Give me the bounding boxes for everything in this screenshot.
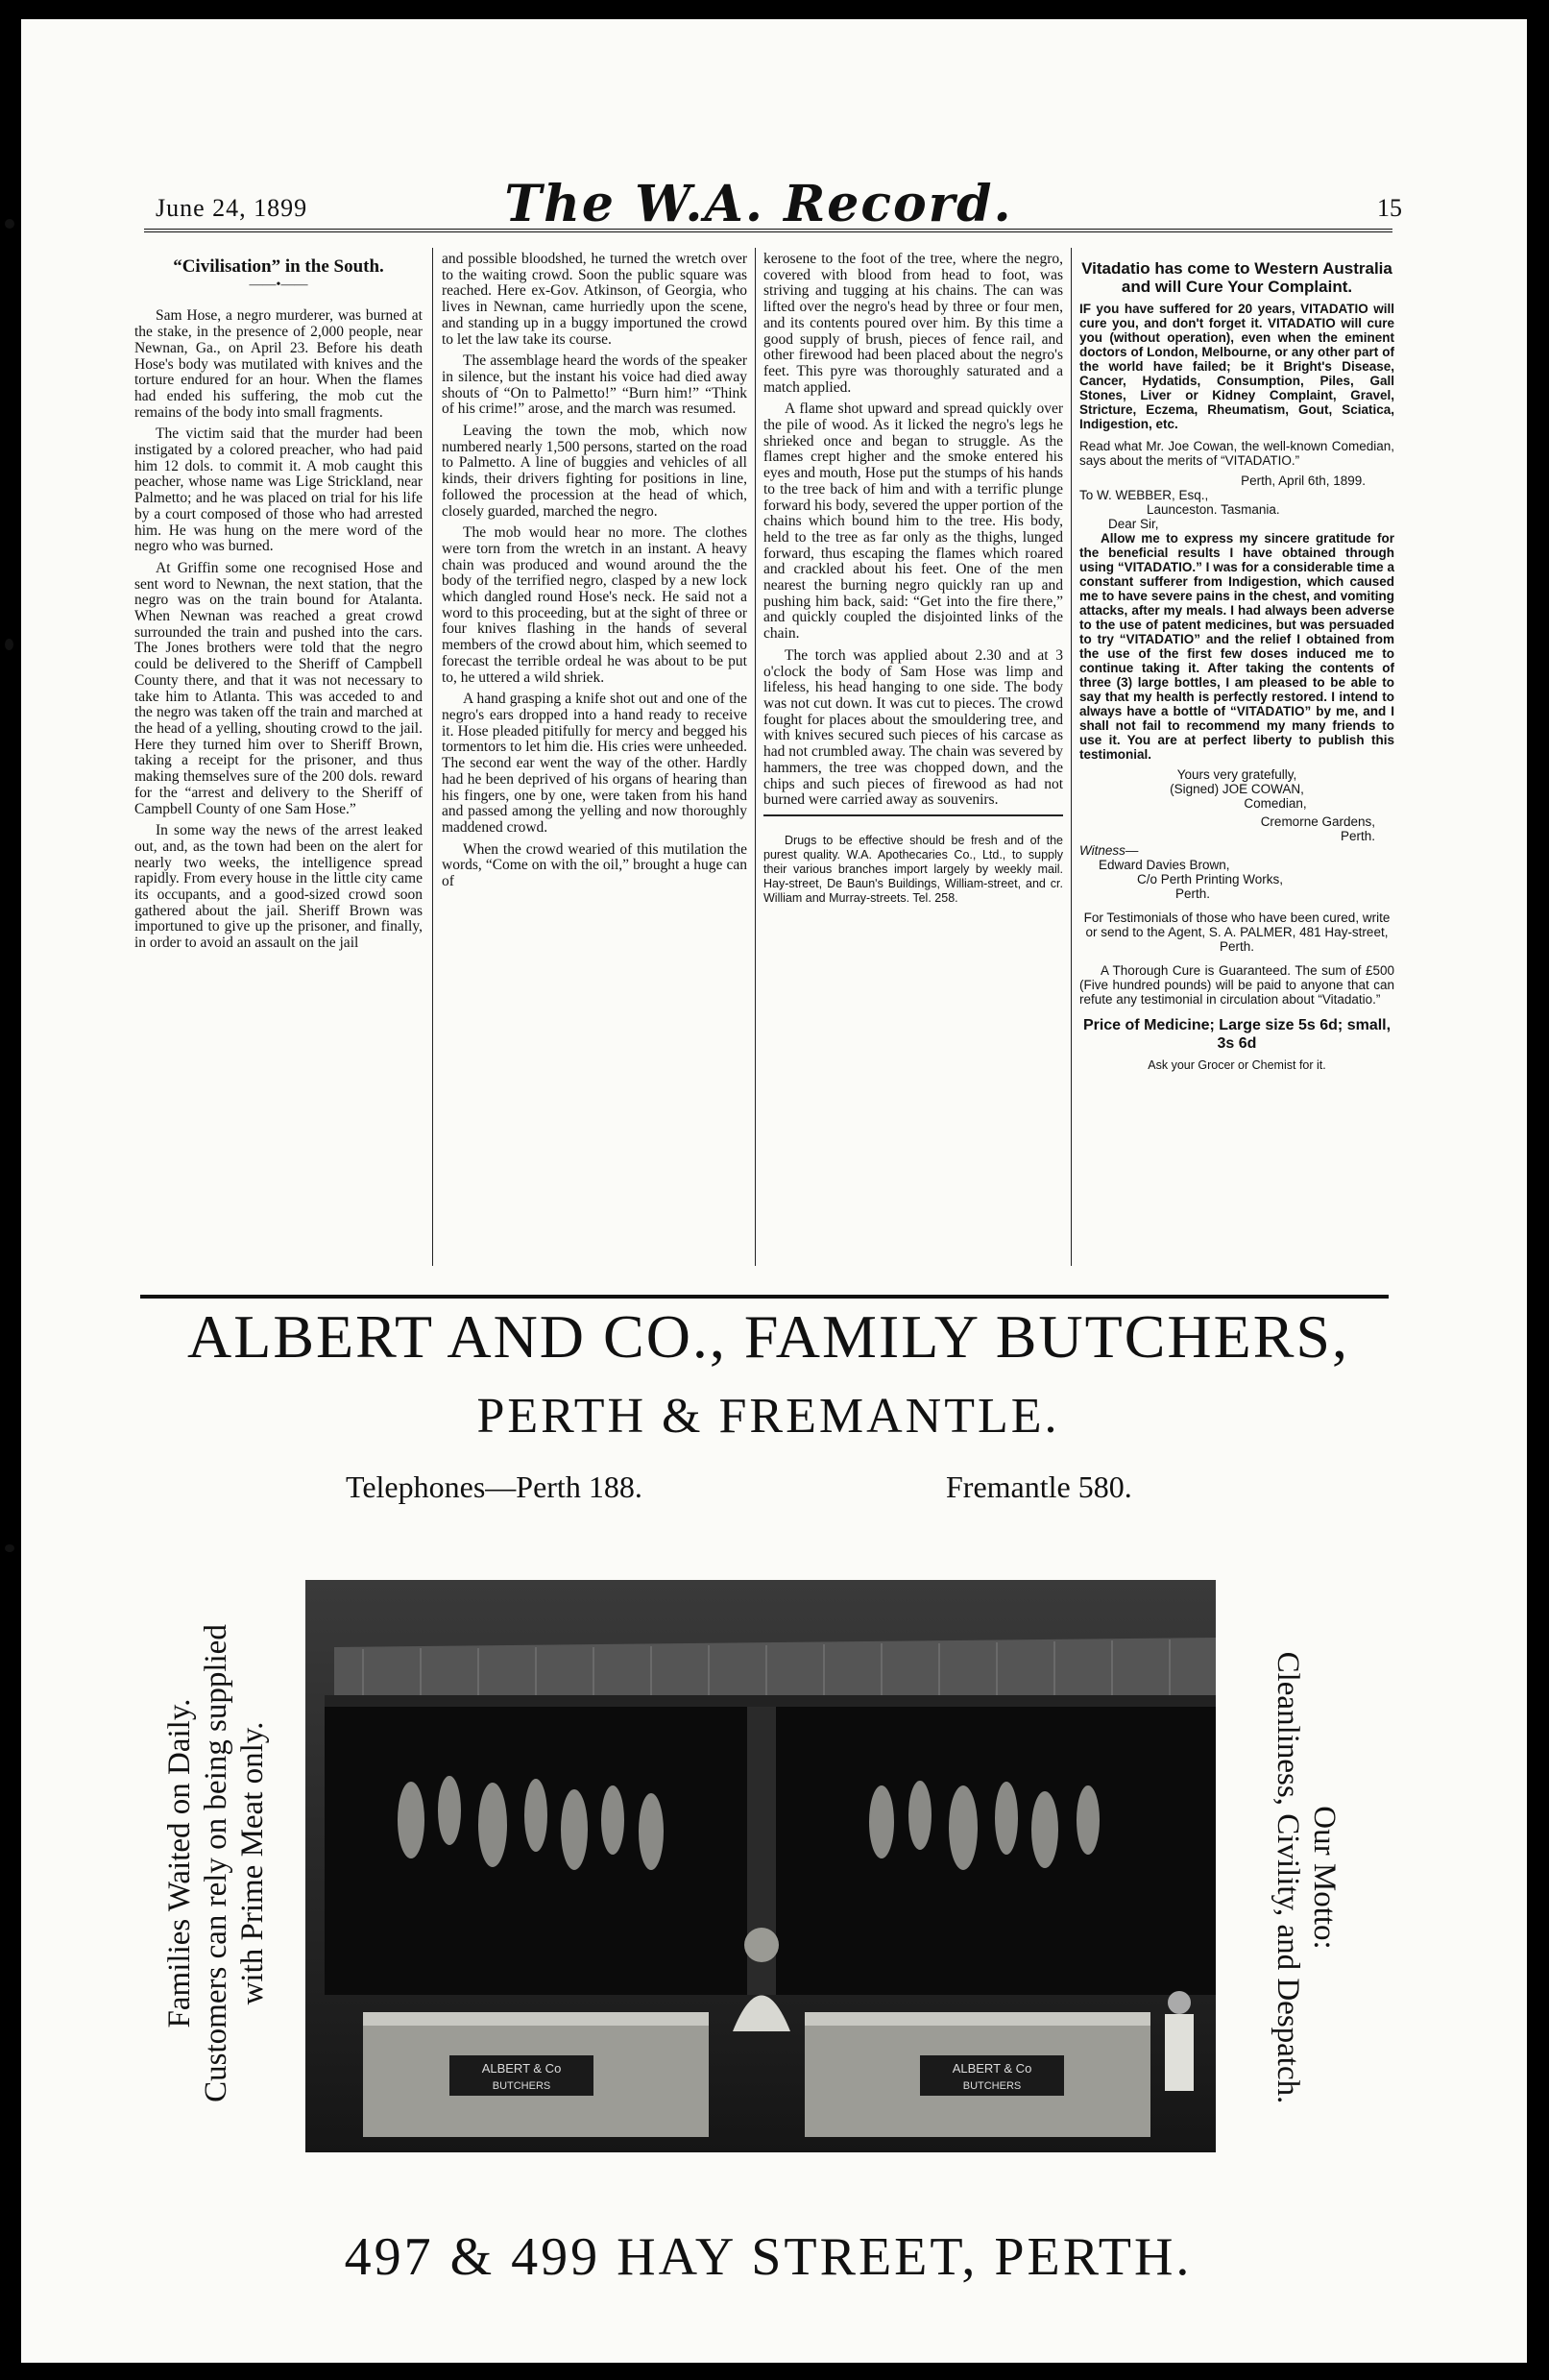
scan-speck (5, 1544, 14, 1552)
shop-photo-illustration (305, 1580, 1216, 2152)
article-paragraph: A flame shot upward and spread quickly over the pile of wood. As it licked the negro's legs he shrieked once and began to struggle. As the flames crept higher and the smoke entered his eyes and mouth, Hose put the stumps of his hands to the tree back of him and with a terrific plunge forward his body, severed the upper portion of the chains which bound him to the tree. His body, held to the tree as far only as the thighs, lunged forward, thus escaping the flames which roared and crackled about his feet. One of the men nearest the burning negro quickly ran up and pushing him back, said: “Get into the fire there,” and quickly coupled the disjointed links of the chain. (763, 401, 1063, 643)
counter-sign-right-1: ALBERT & Co (952, 2061, 1032, 2076)
header-rule (144, 229, 1392, 232)
article-paragraph: Leaving the town the mob, which now numbered nearly 1,500 persons, started on the road to Palmetto. A line of buggies and vehicles of all kinds, their drivers fighting for positions in line, followed the procession at the head of which, closely guarded, marched the negro. (442, 423, 747, 520)
motto-label: Our Motto: (1307, 1806, 1342, 1950)
left-line-1: Families Waited on Daily. (162, 1698, 197, 2028)
page-number: 15 (1377, 194, 1402, 222)
article-paragraph: kerosene to the foot of the tree, where the negro, covered with blood from head to foot, was striving and tugging at his chains. The can was lifted over the negro's head by three or four men, and its contents poured over him. By this time a good supply of brush, pieces of fence rail, and other firewood had been placed about the negro's feet. This pyre was thoroughly saturated and a match applied. (763, 251, 1063, 396)
counter-sign-left-2: BUTCHERS (492, 2080, 551, 2092)
counter-sign-right-2: BUTCHERS (962, 2080, 1022, 2092)
scan-speck (5, 219, 14, 229)
letter-body: Allow me to express my sincere gratitude for the beneficial results I have obtained through using “VITADATIO.” I was for a considerable time a constant sufferer from Indigestion, which caused me to have severe pains in the chest, and vomiting attacks, after my meals. I had always been adverse to the use of patent medicines, but was persuaded to try “VITADATIO” and the relief I obtained from the use of the first few doses induced me to continue taking it. After taking the contents of three (3) large bottles, I am pleased to be able to say that my health is perfectly restored. I intend to always have a bottle of “VITADATIO” by me, and I shall not fail to recommend my many friends to use it. You are at perfect liberty to publish this testimonial. (1079, 531, 1394, 762)
article-paragraph: When the crowd wearied of this mutilation the words, “Come on with the oil,” brought a huge can of (442, 840, 747, 890)
price-line: Price of Medicine; Large size 5s 6d; small, 3s 6d (1082, 1017, 1392, 1052)
article-paragraph: A hand grasping a knife shot out and one of the negro's ears dropped into a hand ready to receive it. Hose pleaded pitifully for mercy and begged his tormentors to let him die. His cries were unheeded. The second ear went the way of the other. Hardly had he been deprived of his organs of hearing than his fingers, one by one, were taken from his hand and passed among the yelling and now thoroughly maddened crowd. (442, 691, 747, 836)
vitadatio-advertisement (1079, 252, 1394, 1073)
article-paragraph: At Griffin some one recognised Hose and sent word to Newnan, the next station, that the negro was on the train bound for Atalanta. When Newnan was reached a great crowd surrounded the train and pushed into the cars. The Jones brothers were told that the negro could be delivered to the Sheriff of Campbell County there, and that it was not necessary to take him to Atlanta. This was acceded to and the negro was taken off the train and marched at the head of a yelling, shouting crowd to the jail. Here they turned him over to Sheriff Brown, taking a receipt for the prisoner, and thus making themselves sure of the 200 dols. reward for the “arrest and delivery to the Sheriff of Campbell County of one Sam Hose.” (134, 559, 423, 817)
letter-closing: Yours very gratefully, (1176, 767, 1297, 782)
witness-label: Witness— (1079, 843, 1139, 858)
right-side-text (1244, 1566, 1368, 2190)
ornament: ——•—— (249, 277, 308, 292)
left-line-2: Customers can rely on being supplied (199, 1624, 233, 2102)
article-paragraph: and possible bloodshed, he turned the wretch over to the waiting crowd. Soon the public square was reached. Here ex-Gov. Atkinson, of Georgia, who lives in Newnan, came hurriedly upon the scene, and standing up in a buggy importuned the crowd to let the law take its course. (442, 251, 747, 348)
signer-address-1: Cremorne Gardens, (1260, 814, 1375, 829)
issue-date: June 24, 1899 (156, 194, 308, 222)
section-rule (140, 1295, 1389, 1299)
article-paragraph: In some way the news of the arrest leaked out, and, as the town had been on the alert for nearly two weeks, the intelligence spread rapidly. From every house in the little city came its occupants, and a good-sized crowd soon gathered about the jail. Sheriff Brown was importuned to give up the prisoner, and finally, in order to avoid an assault on the jail (134, 822, 423, 952)
left-line-3: with Prime Meat only. (235, 1721, 270, 2005)
shop-photograph (305, 1580, 1216, 2152)
letter-signature: (Signed) JOE COWAN, (1170, 782, 1304, 796)
witness-name: Edward Davies Brown, (1099, 858, 1230, 872)
butchers-title: ALBERT AND CO., FAMILY BUTCHERS, (187, 1302, 1349, 1371)
telephone-fremantle: Fremantle 580. (946, 1469, 1132, 1504)
article-column-2 (442, 252, 747, 896)
page-header (115, 175, 1402, 233)
witness-address-1: C/o Perth Printing Works, (1137, 872, 1284, 886)
article-column-1 (134, 252, 423, 958)
letter-recipient-place: Launceston. Tasmania. (1147, 502, 1280, 517)
article-paragraph: The victim said that the murder had been instigated by a colored preacher, who had paid him 12 dols. to commit it. A mob caught this peacher, whose name was Lige Strickland, near Palmetto; and he was placed on trial for his life by a court composed of those who had arrested him. He was hung on the mere word of the negro who was burned. (134, 425, 423, 555)
vitadatio-intro: IF you have suffered for 20 years, VITADATIO will cure you, and don't forget it. VITADATIO will cure you (without operation), even when the eminent doctors of London, Melbourne, or any other part of the world have failed; be it Bright's Disease, Cancer, Hydatids, Consumption, Piles, Gall Stones, Liver or Kidney Complaint, Gravel, Stricture, Eczema, Rheumatism, Gout, Sciatica, Indigestion, etc. (1079, 302, 1394, 431)
letter-recipient: To W. WEBBER, Esq., (1079, 488, 1209, 502)
ask-line: Ask your Grocer or Chemist for it. (1148, 1058, 1326, 1072)
article-paragraph: The mob would hear no more. The clothes were torn from the wretch in an instant. A heavy chain was produced and wound around the the body of the terrified negro, clasped by a new lock which dangled round Hose's neck. He said not a word to this proceeding, but at the sight of three or four knives flashing in the hands of several members of the crowd about him, which seemed to forecast the terrible ordeal he was about to be put to, he uttered a wild shriek. (442, 524, 747, 686)
letter-salutation: Dear Sir, (1108, 517, 1159, 531)
article-column-3 (763, 252, 1063, 911)
scan-speck (5, 639, 13, 650)
signer-role: Comedian, (1244, 796, 1307, 811)
signer-address-2: Perth. (1340, 829, 1375, 843)
motto-text: Cleanliness, Civility, and Despatch. (1271, 1651, 1305, 2104)
vitadatio-read-line: Read what Mr. Joe Cowan, the well-known Comedian, says about the merits of “VITADATIO.” (1079, 439, 1394, 468)
left-side-text (154, 1537, 278, 2190)
article-paragraph: Sam Hose, a negro murderer, was burned at the stake, in the presence of 2,000 people, near Newnan, Ga., on April 23. Before his death Hose's body was mutilated with knives and the torture endured for an hour. When the flames had ended his suffering, the mob cut the remains of the body into small fragments. (134, 307, 423, 421)
shop-address: 497 & 499 HAY STREET, PERTH. (344, 2227, 1193, 2287)
testimonials-notice: For Testimonials of those who have been cured, write or send to the Agent, S. A. PALMER, 481 Hay-street, Perth. (1083, 911, 1391, 954)
column-divider (1071, 248, 1072, 1266)
guarantee-notice: A Thorough Cure is Guaranteed. The sum of £500 (Five hundred pounds) will be paid to anyone that can refute any testimonial in circulation about “Vitadatio.” (1079, 963, 1394, 1007)
butchers-subtitle: PERTH & FREMANTLE. (476, 1389, 1060, 1444)
vitadatio-title: Vitadatio has come to Western Australia and will Cure Your Complaint. (1081, 259, 1392, 296)
witness-address-2: Perth. (1175, 886, 1211, 901)
telephone-perth: Telephones—Perth 188. (346, 1469, 642, 1504)
column-divider (755, 248, 756, 1266)
masthead: The W.A. Record. (504, 175, 1013, 233)
column-divider (432, 248, 433, 1266)
drugs-notice: Drugs to be effective should be fresh and of the purest quality. W.A. Apothecaries Co., Ltd., to supply their various branches import largely by weekly mail. Hay-street, De Baun's Buildings, William-street, and cr. William and Murray-streets. Tel. 258. (763, 814, 1063, 906)
article-paragraph: The torch was applied about 2.30 and at 3 o'clock the body of Sam Hose was limp and lifeless, his head hanging to one side. The body was not cut down. It was cut to pieces. The crowd fought for places about the smouldering tree, and with knives secured such pieces of his carcase as had not crumbled away. The chain was severed by hammers, the tree was chopped down, and the chips and such pieces of firewood as had not burned were carried away as souvenirs. (763, 646, 1063, 809)
article-paragraph: The assemblage heard the words of the speaker in silence, but the instant his voice had died away shouts of “On to Palmetto!” “Burn him!” “Think of his crime!” arose, and the march was resumed. (442, 352, 747, 418)
counter-sign-left-1: ALBERT & Co (481, 2061, 562, 2076)
letter-date: Perth, April 6th, 1899. (1241, 474, 1366, 488)
article-title: “Civilisation” in the South. (173, 256, 384, 277)
